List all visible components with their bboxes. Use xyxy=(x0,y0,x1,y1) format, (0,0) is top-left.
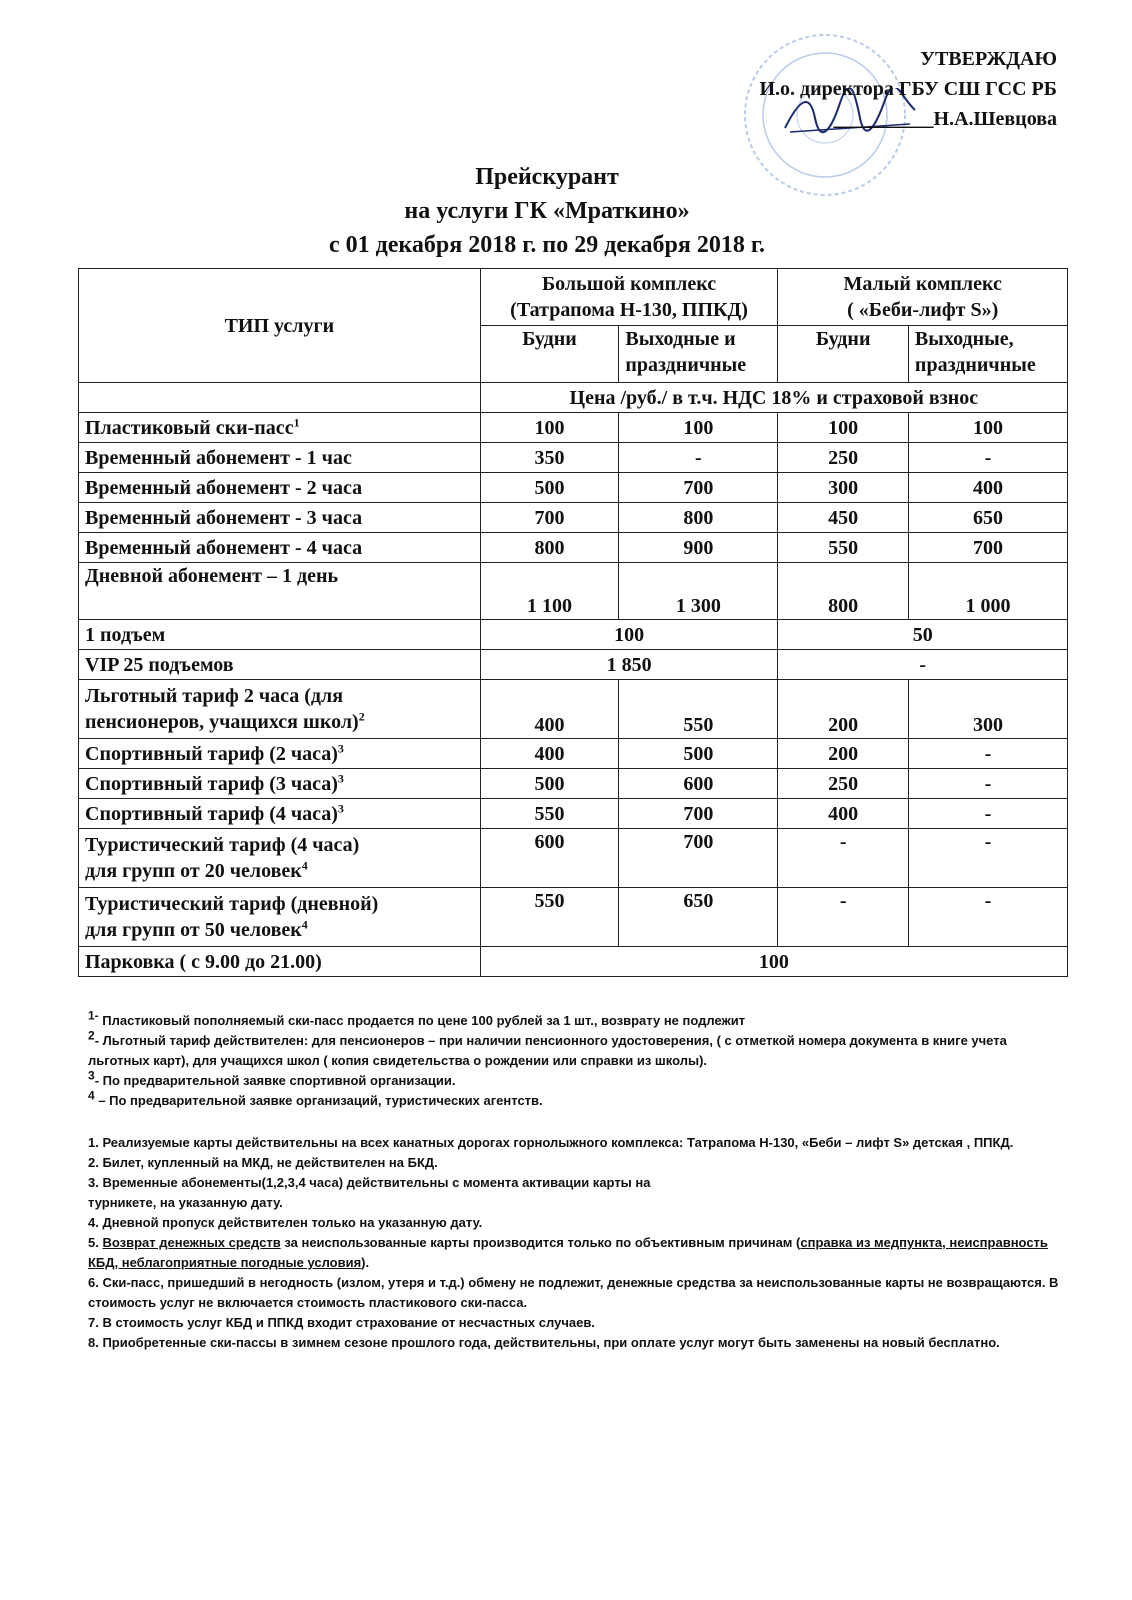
price-cell: 800 xyxy=(619,503,778,533)
price-cell: 100 xyxy=(619,413,778,443)
title-line-2: на услуги ГК «Мраткино» xyxy=(404,198,690,224)
price-cell: 800 xyxy=(778,563,909,620)
price-cell: 500 xyxy=(480,473,619,503)
service-name: Временный абонемент - 1 час xyxy=(79,443,481,473)
price-cell: 700 xyxy=(619,799,778,829)
price-cell: - xyxy=(908,799,1067,829)
rule-item: 1. Реализуемые карты действительны на всех канатных дорогах горнолыжного комплекса: Татрапома Н-130, «Беби – лифт S» детская , ППКД. xyxy=(88,1135,1014,1150)
price-cell: 350 xyxy=(480,443,619,473)
price-cell: 100 xyxy=(480,620,778,650)
table-row xyxy=(79,503,1068,533)
price-cell: 900 xyxy=(619,533,778,563)
table-row xyxy=(79,680,1068,739)
price-cell: 100 xyxy=(480,413,619,443)
price-cell: - xyxy=(778,829,909,888)
footnote: $^3$- По предварительной заявке спортивной организации. xyxy=(88,1068,456,1088)
table-row xyxy=(79,473,1068,503)
price-cell: - xyxy=(778,888,909,947)
rule-item: 2. Билет, купленный на МКД, не действителен на БКД. xyxy=(88,1155,438,1170)
small-weekend-header: Выходные, праздничные xyxy=(908,326,1067,383)
price-cell: - xyxy=(908,443,1067,473)
price-cell: 250 xyxy=(778,769,909,799)
rule-item: 4. Дневной пропуск действителен только на указанную дату. xyxy=(88,1215,483,1230)
price-cell: 400 xyxy=(778,799,909,829)
footnote: $^2$- Льготный тариф действителен: для пенсионеров – при наличии пенсионного удостоверения, ( с отметкой номера документа в книге учета льготных карт), для учащихся школ ( копия свидетельства о рождении или справки из школы). xyxy=(88,1028,1007,1068)
table-row xyxy=(79,947,1068,977)
service-name: Спортивный тариф (3 часа)$^3$ xyxy=(79,769,481,799)
approval-heading: УТВЕРЖДАЮ xyxy=(920,48,1057,70)
price-cell: 1 000 xyxy=(908,563,1067,620)
service-name: Временный абонемент - 2 часа xyxy=(79,473,481,503)
service-name: VIP 25 подъемов xyxy=(79,650,481,680)
service-name: Временный абонемент - 4 часа xyxy=(79,533,481,563)
footnote: $^{1-}$ Пластиковый пополняемый ски-пасс продается по цене 100 рублей за 1 шт., возврату не подлежит xyxy=(88,1008,746,1028)
price-cell: 250 xyxy=(778,443,909,473)
service-name: Пластиковый ски-пасс$^1$ xyxy=(79,413,481,443)
service-name: Туристический тариф (дневной) для групп от 50 человек$^4$ xyxy=(79,888,481,947)
price-cell: 400 xyxy=(480,680,619,739)
approval-signatory xyxy=(759,104,1057,134)
document-title xyxy=(0,160,1094,262)
small-weekdays-header: Будни xyxy=(778,326,909,383)
price-note-row xyxy=(79,383,1068,413)
table-row xyxy=(79,829,1068,888)
big-complex-header: Большой комплекс (Татрапома Н-130, ППКД) xyxy=(480,269,778,326)
table-header-row xyxy=(79,269,1068,326)
service-name: 1 подъем xyxy=(79,620,481,650)
big-weekend-header: Выходные и праздничные xyxy=(619,326,778,383)
rule-item: 5. Возврат денежных средств за неиспользованные карты производится только по объективным причинам (справка из медпункта, неисправность КБД, неблагоприятные погодные условия). xyxy=(88,1235,1048,1270)
price-cell: 300 xyxy=(778,473,909,503)
table-row xyxy=(79,799,1068,829)
service-type-header: ТИП услуги xyxy=(79,269,481,383)
price-cell: 500 xyxy=(619,739,778,769)
price-cell: 1 850 xyxy=(480,650,778,680)
price-cell: 450 xyxy=(778,503,909,533)
price-cell: 1 300 xyxy=(619,563,778,620)
table-row xyxy=(79,533,1068,563)
price-cell: - xyxy=(908,769,1067,799)
table-row xyxy=(79,563,1068,620)
price-note: Цена /руб./ в т.ч. НДС 18% и страховой взнос xyxy=(480,383,1067,413)
price-cell: - xyxy=(619,443,778,473)
small-complex-header: Малый комплекс ( «Беби-лифт S») xyxy=(778,269,1068,326)
signature-line: __________ xyxy=(833,108,934,130)
price-cell: 400 xyxy=(480,739,619,769)
price-cell: 200 xyxy=(778,739,909,769)
price-cell: - xyxy=(908,888,1067,947)
rule-item: 6. Ски-пасс, пришедший в негодность (излом, утеря и т.д.) обмену не подлежит, денежные средства за неиспользованные карты не возвращаются. В стоимость услуг не включается стоимость пластикового ски-пасса. xyxy=(88,1275,1059,1310)
service-name: Льготный тариф 2 часа (для пенсионеров, учащихся школ)$^2$ xyxy=(79,680,481,739)
price-cell: 700 xyxy=(908,533,1067,563)
table-row xyxy=(79,650,1068,680)
price-cell: 800 xyxy=(480,533,619,563)
price-cell: 500 xyxy=(480,769,619,799)
service-name: Спортивный тариф (4 часа)$^3$ xyxy=(79,799,481,829)
price-cell: - xyxy=(908,829,1067,888)
service-name: Туристический тариф (4 часа) для групп от 20 человек$^4$ xyxy=(79,829,481,888)
price-cell: 600 xyxy=(480,829,619,888)
price-cell: 300 xyxy=(908,680,1067,739)
price-cell: 700 xyxy=(619,473,778,503)
rule-item: 8. Приобретенные ски-пассы в зимнем сезоне прошлого года, действительны, при оплате услуг могут быть заменены на новый бесплатно. xyxy=(88,1335,1000,1350)
price-cell: 100 xyxy=(480,947,1067,977)
price-cell: 50 xyxy=(778,620,1068,650)
rule-item: 3. Временные абонементы(1,2,3,4 часа) действительны с момента активации карты на xyxy=(88,1175,651,1190)
table-row xyxy=(79,769,1068,799)
service-name: Спортивный тариф (2 часа)$^3$ xyxy=(79,739,481,769)
service-name: Дневной абонемент – 1 день xyxy=(79,563,481,620)
table-row xyxy=(79,413,1068,443)
table-row xyxy=(79,443,1068,473)
service-name: Временный абонемент - 3 часа xyxy=(79,503,481,533)
price-cell: 550 xyxy=(480,888,619,947)
signatory-name: Н.А.Шевцова xyxy=(933,108,1057,130)
price-cell: 1 100 xyxy=(480,563,619,620)
price-cell: 600 xyxy=(619,769,778,799)
price-cell: 100 xyxy=(908,413,1067,443)
table-row xyxy=(79,888,1068,947)
price-cell: 550 xyxy=(778,533,909,563)
empty-cell xyxy=(79,383,481,413)
price-cell: 550 xyxy=(619,680,778,739)
table-row xyxy=(79,620,1068,650)
rule-item-continued: турникете, на указанную дату. xyxy=(88,1195,283,1210)
title-line-1: Прейскурант xyxy=(475,164,619,190)
price-cell: 650 xyxy=(619,888,778,947)
footnotes xyxy=(88,1008,1068,1111)
price-cell: 700 xyxy=(619,829,778,888)
price-cell: 650 xyxy=(908,503,1067,533)
price-cell: - xyxy=(778,650,1068,680)
approval-block xyxy=(759,44,1057,134)
footnote: $^4$ – По предварительной заявке организаций, туристических агентств. xyxy=(88,1088,543,1108)
service-name: Парковка ( с 9.00 до 21.00) xyxy=(79,947,481,977)
price-cell: 700 xyxy=(480,503,619,533)
rules-list xyxy=(88,1133,1068,1353)
price-cell: 400 xyxy=(908,473,1067,503)
table-row xyxy=(79,739,1068,769)
price-cell: 100 xyxy=(778,413,909,443)
price-cell: 550 xyxy=(480,799,619,829)
price-table xyxy=(78,268,1068,977)
title-line-3: с 01 декабря 2018 г. по 29 декабря 2018 г. xyxy=(328,232,766,258)
price-cell: - xyxy=(908,739,1067,769)
approval-position: И.о. директора ГБУ СШ ГСС РБ xyxy=(759,78,1057,100)
rule-item: 7. В стоимость услуг КБД и ППКД входит страхование от несчастных случаев. xyxy=(88,1315,595,1330)
price-cell: 200 xyxy=(778,680,909,739)
big-weekdays-header: Будни xyxy=(480,326,619,383)
